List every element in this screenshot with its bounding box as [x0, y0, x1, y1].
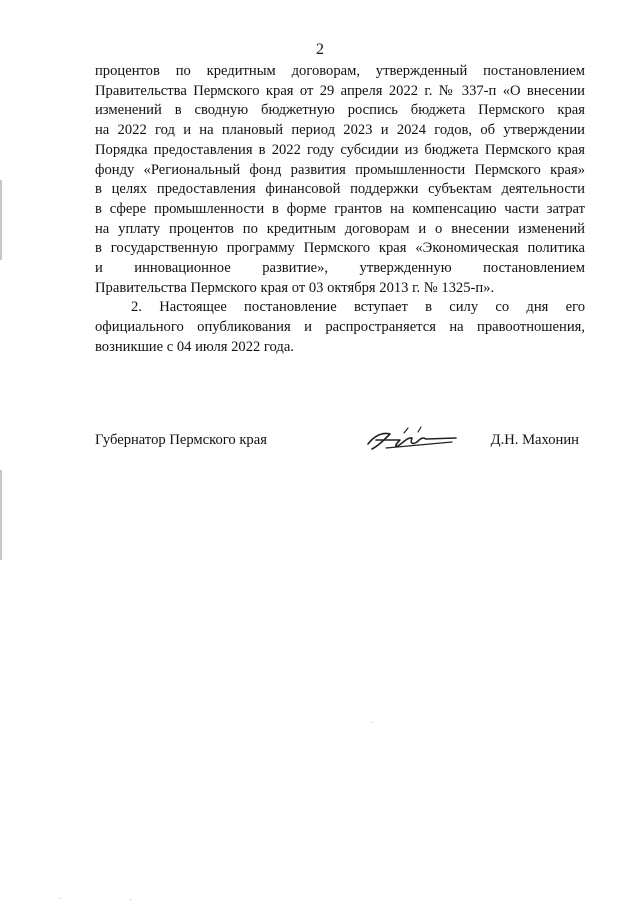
text-line: на 2022 год и на плановый период 2023 и 2024 годов, об утверждении	[95, 122, 585, 139]
signer-name: Д.Н. Махонин	[490, 432, 579, 448]
text-line: Правительства Пермского края от 03 октября 2013 г. № 1325-п».	[95, 279, 495, 296]
text-line: Порядка предоставления в 2022 году субсидии из бюджета Пермского края	[95, 141, 585, 158]
text-line: в целях предоставления финансовой поддержки субъектам деятельности	[95, 181, 585, 198]
scan-artifact	[372, 722, 373, 723]
text-line: возникшие с 04 июля 2022 года.	[95, 338, 294, 355]
text-line: фонду «Региональный фонд развития промышленности Пермского края»	[95, 161, 585, 178]
scan-edge-mark	[0, 180, 2, 260]
text-line: 2. Настоящее постановление вступает в силу со дня его	[131, 299, 585, 316]
scan-artifact	[60, 898, 61, 899]
text-line: в сфере промышленности в форме грантов на компенсацию части затрат	[95, 200, 585, 217]
document-body	[95, 62, 585, 358]
handwritten-signature	[360, 422, 460, 456]
text-line: изменений в сводную бюджетную роспись бюджета Пермского края	[95, 102, 585, 119]
scan-edge-mark	[0, 470, 2, 560]
scan-artifact	[130, 899, 131, 900]
text-line: официального опубликования и распространяется на правоотношения,	[95, 319, 585, 336]
text-line: процентов по кредитным договорам, утвержденный постановлением	[95, 63, 585, 79]
text-line: Правительства Пермского края от 29 апреля 2022 г. № 337-п «О внесении	[95, 82, 585, 99]
page-number: 2	[316, 41, 324, 58]
text-line: и инновационное развитие», утвержденную постановлением	[95, 260, 585, 277]
text-line: на уплату процентов по кредитным договорам и о внесении изменений	[95, 220, 585, 237]
signer-title: Губернатор Пермского края	[95, 432, 267, 448]
text-line: в государственную программу Пермского края «Экономическая политика	[95, 240, 585, 257]
signature-block	[95, 428, 585, 458]
